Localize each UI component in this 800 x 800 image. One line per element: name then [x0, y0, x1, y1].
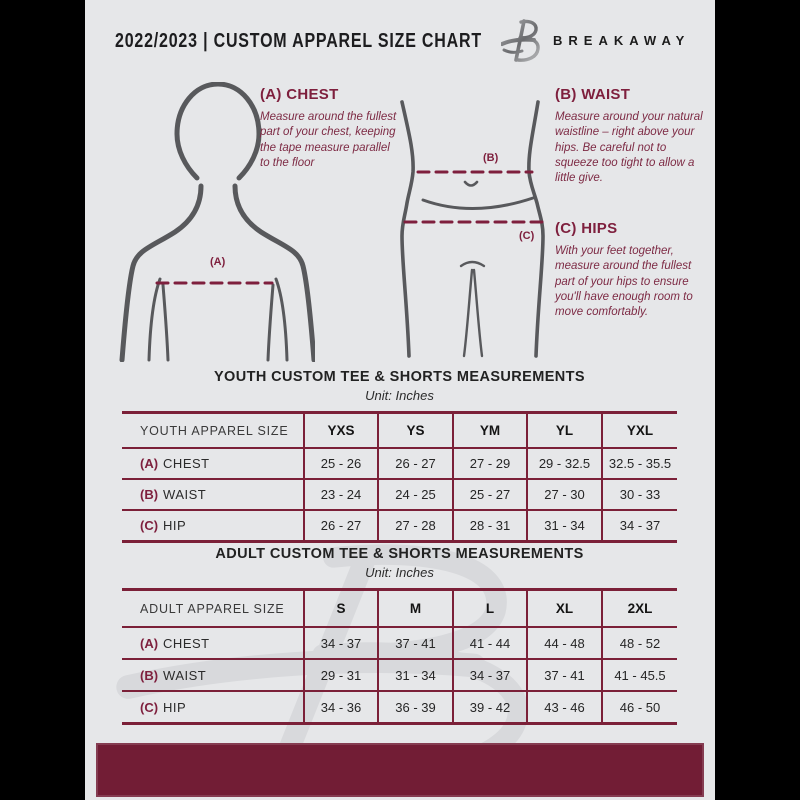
- value-cell: 34 - 36: [304, 691, 378, 724]
- table-row: [122, 448, 677, 479]
- value-cell: 44 - 48: [527, 627, 602, 659]
- row-letter: (B): [140, 667, 159, 683]
- row-name: WAIST: [163, 487, 207, 502]
- hip-line-label: (C): [519, 230, 535, 242]
- value-cell: 34 - 37: [602, 510, 677, 542]
- youth-col-yl: YL: [527, 413, 602, 449]
- value-cell: 48 - 52: [602, 627, 677, 659]
- value-cell: 36 - 39: [378, 691, 453, 724]
- value-cell: 37 - 41: [527, 659, 602, 691]
- page: [85, 0, 715, 800]
- chest-section-text: Measure around the fullest part of your chest, keeping the tape measure parallel to the floor: [260, 111, 397, 169]
- row-label-cell: [122, 510, 304, 542]
- row-letter: (B): [140, 487, 159, 502]
- value-cell: 28 - 31: [453, 510, 527, 542]
- row-name: HIP: [163, 518, 187, 533]
- youth-header-row: [122, 413, 677, 449]
- chest-section-heading: (A) CHEST: [260, 86, 339, 103]
- value-cell: 39 - 42: [453, 691, 527, 724]
- value-cell: 27 - 28: [378, 510, 453, 542]
- value-cell: 23 - 24: [304, 479, 378, 510]
- row-letter: (C): [140, 699, 159, 715]
- value-cell: 25 - 27: [453, 479, 527, 510]
- lower-body-diagram: [385, 88, 560, 358]
- row-label-cell: [122, 448, 304, 479]
- waist-section-text: Measure around your natural waistline – right above your hips. Be careful not to squeeze too tight to allow a little give.: [555, 111, 703, 185]
- value-cell: 43 - 46: [527, 691, 602, 724]
- chest-line-label: (A): [210, 256, 226, 268]
- waist-section-heading: (B) WAIST: [555, 86, 631, 103]
- row-letter: (A): [140, 635, 159, 651]
- footer-accent-bar: [96, 743, 704, 797]
- youth-size-table: [122, 411, 677, 543]
- youth-col-ym: YM: [453, 413, 527, 449]
- value-cell: 32.5 - 35.5: [602, 448, 677, 479]
- table-row: [122, 627, 677, 659]
- adult-size-header-cell: ADULT APPAREL SIZE: [140, 601, 285, 616]
- youth-table-title: YOUTH CUSTOM TEE & SHORTS MEASUREMENTS: [213, 369, 585, 385]
- adult-col-l: L: [453, 590, 527, 628]
- value-cell: 24 - 25: [378, 479, 453, 510]
- table-row: [122, 691, 677, 724]
- value-cell: 31 - 34: [527, 510, 602, 542]
- row-name: CHEST: [163, 635, 210, 651]
- youth-col-ys: YS: [378, 413, 453, 449]
- value-cell: 29 - 31: [304, 659, 378, 691]
- row-letter: (A): [140, 456, 159, 471]
- row-label-cell: [122, 659, 304, 691]
- value-cell: 26 - 27: [378, 448, 453, 479]
- value-cell: 26 - 27: [304, 510, 378, 542]
- adult-size-table: [122, 588, 677, 725]
- row-name: HIP: [163, 699, 187, 715]
- table-row: [122, 659, 677, 691]
- value-cell: 27 - 30: [527, 479, 602, 510]
- value-cell: 27 - 29: [453, 448, 527, 479]
- youth-col-yxl: YXL: [602, 413, 677, 449]
- value-cell: 34 - 37: [453, 659, 527, 691]
- waist-line-label: (B): [483, 152, 499, 164]
- hips-section-heading: (C) HIPS: [555, 220, 618, 237]
- adult-col-2xl: 2XL: [602, 590, 677, 628]
- row-label-cell: [122, 691, 304, 724]
- value-cell: 30 - 33: [602, 479, 677, 510]
- adult-col-xl: XL: [527, 590, 602, 628]
- value-cell: 31 - 34: [378, 659, 453, 691]
- table-row: [122, 479, 677, 510]
- adult-table-unit: Unit: Inches: [365, 565, 434, 580]
- youth-col-yxs: YXS: [304, 413, 378, 449]
- adult-table-title: ADULT CUSTOM TEE & SHORTS MEASUREMENTS: [215, 546, 584, 562]
- page-title: 2022/2023 | CUSTOM APPAREL SIZE CHART: [115, 30, 482, 52]
- youth-table-unit: Unit: Inches: [365, 388, 434, 403]
- value-cell: 46 - 50: [602, 691, 677, 724]
- hips-section-text: With your feet together, measure around the fullest part of your hips to ensure you'll have enough room to move comfortably.: [555, 245, 693, 319]
- value-cell: 29 - 32.5: [527, 448, 602, 479]
- brand-logo: [501, 16, 701, 64]
- youth-size-header-cell: YOUTH APPAREL SIZE: [140, 423, 289, 438]
- value-cell: 34 - 37: [304, 627, 378, 659]
- value-cell: 37 - 41: [378, 627, 453, 659]
- row-label-cell: [122, 479, 304, 510]
- adult-col-s: S: [304, 590, 378, 628]
- table-row: [122, 510, 677, 542]
- row-name: CHEST: [163, 456, 210, 471]
- row-name: WAIST: [163, 667, 207, 683]
- breakaway-b-logo-icon: [501, 16, 545, 64]
- value-cell: 25 - 26: [304, 448, 378, 479]
- brand-wordmark: BREAKAWAY: [553, 32, 691, 48]
- adult-col-m: M: [378, 590, 453, 628]
- value-cell: 41 - 44: [453, 627, 527, 659]
- row-label-cell: [122, 627, 304, 659]
- adult-header-row: [122, 590, 677, 628]
- row-letter: (C): [140, 518, 159, 533]
- value-cell: 41 - 45.5: [602, 659, 677, 691]
